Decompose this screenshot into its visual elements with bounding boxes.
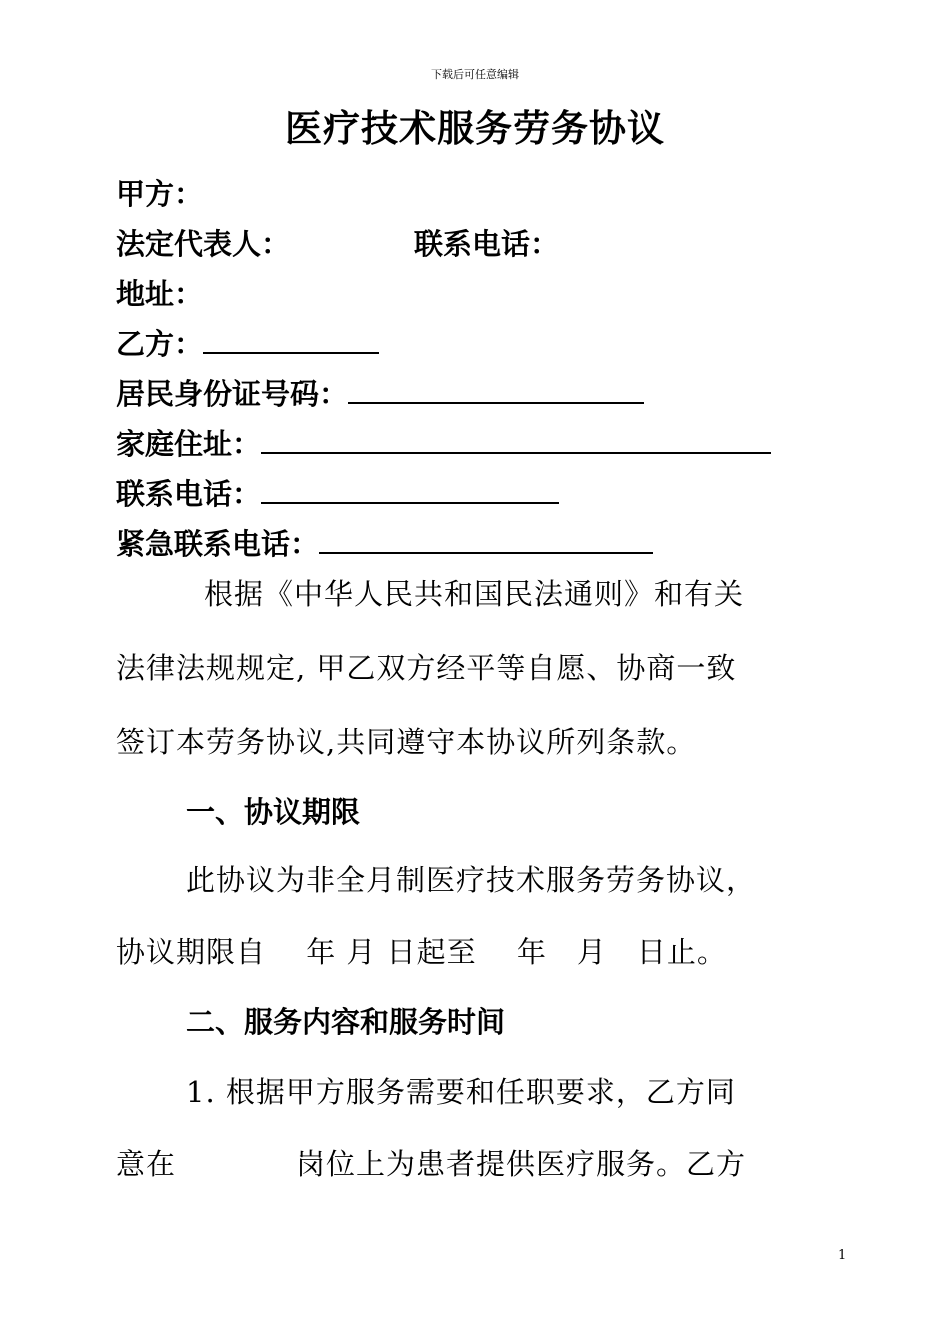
address-label: 地址： [116,277,204,311]
document-title: 医疗技术服务劳务协议 [285,107,665,150]
party-a-phone-field [414,226,559,262]
intro-line-2: 法律法规规定, 甲乙双方经平等自愿、协商一致 [116,651,737,685]
header-note: 下载后可任意编辑 [431,68,519,81]
party-b-phone-blank [261,476,559,504]
address-field [116,276,203,312]
home-address-label: 家庭住址： [116,427,262,461]
party-a-phone-label: 联系电话： [414,227,560,261]
party-b-blank [203,326,379,354]
section-1-line-2: 协议期限自 年 月 日起至 年 月 日止。 [116,935,727,969]
party-b-phone-field [116,476,559,512]
legal-rep-label: 法定代表人： [116,227,291,261]
section-2-line-1: 1. 根据甲方服务需要和任职要求，乙方同 [186,1075,736,1109]
section-1-heading: 一、协议期限 [186,795,361,829]
emergency-phone-field [116,526,653,562]
home-address-blank [261,426,771,454]
party-a-label: 甲方： [116,177,204,211]
party-b-phone-label: 联系电话： [116,477,262,511]
home-address-field [116,426,771,462]
intro-line-3: 签订本劳务协议,共同遵守本协议所列条款。 [116,725,697,759]
intro-line-1: 根据《中华人民共和国民法通则》和有关 [204,577,745,611]
page-number: 1 [838,1248,847,1263]
id-number-blank [348,376,644,404]
party-b-field [116,326,379,362]
section-1-line-1: 此协议为非全月制医疗技术服务劳务协议， [186,863,757,897]
party-a-field [116,176,203,212]
emergency-phone-blank [319,526,653,554]
section-2-line-2: 意在 岗位上为患者提供医疗服务。乙方 [116,1147,747,1181]
party-b-label: 乙方： [116,327,204,361]
id-number-label: 居民身份证号码： [116,377,349,411]
section-2-heading: 二、服务内容和服务时间 [186,1005,506,1039]
id-number-field [116,376,644,412]
legal-rep-field [116,226,290,262]
emergency-phone-label: 紧急联系电话： [116,527,320,561]
